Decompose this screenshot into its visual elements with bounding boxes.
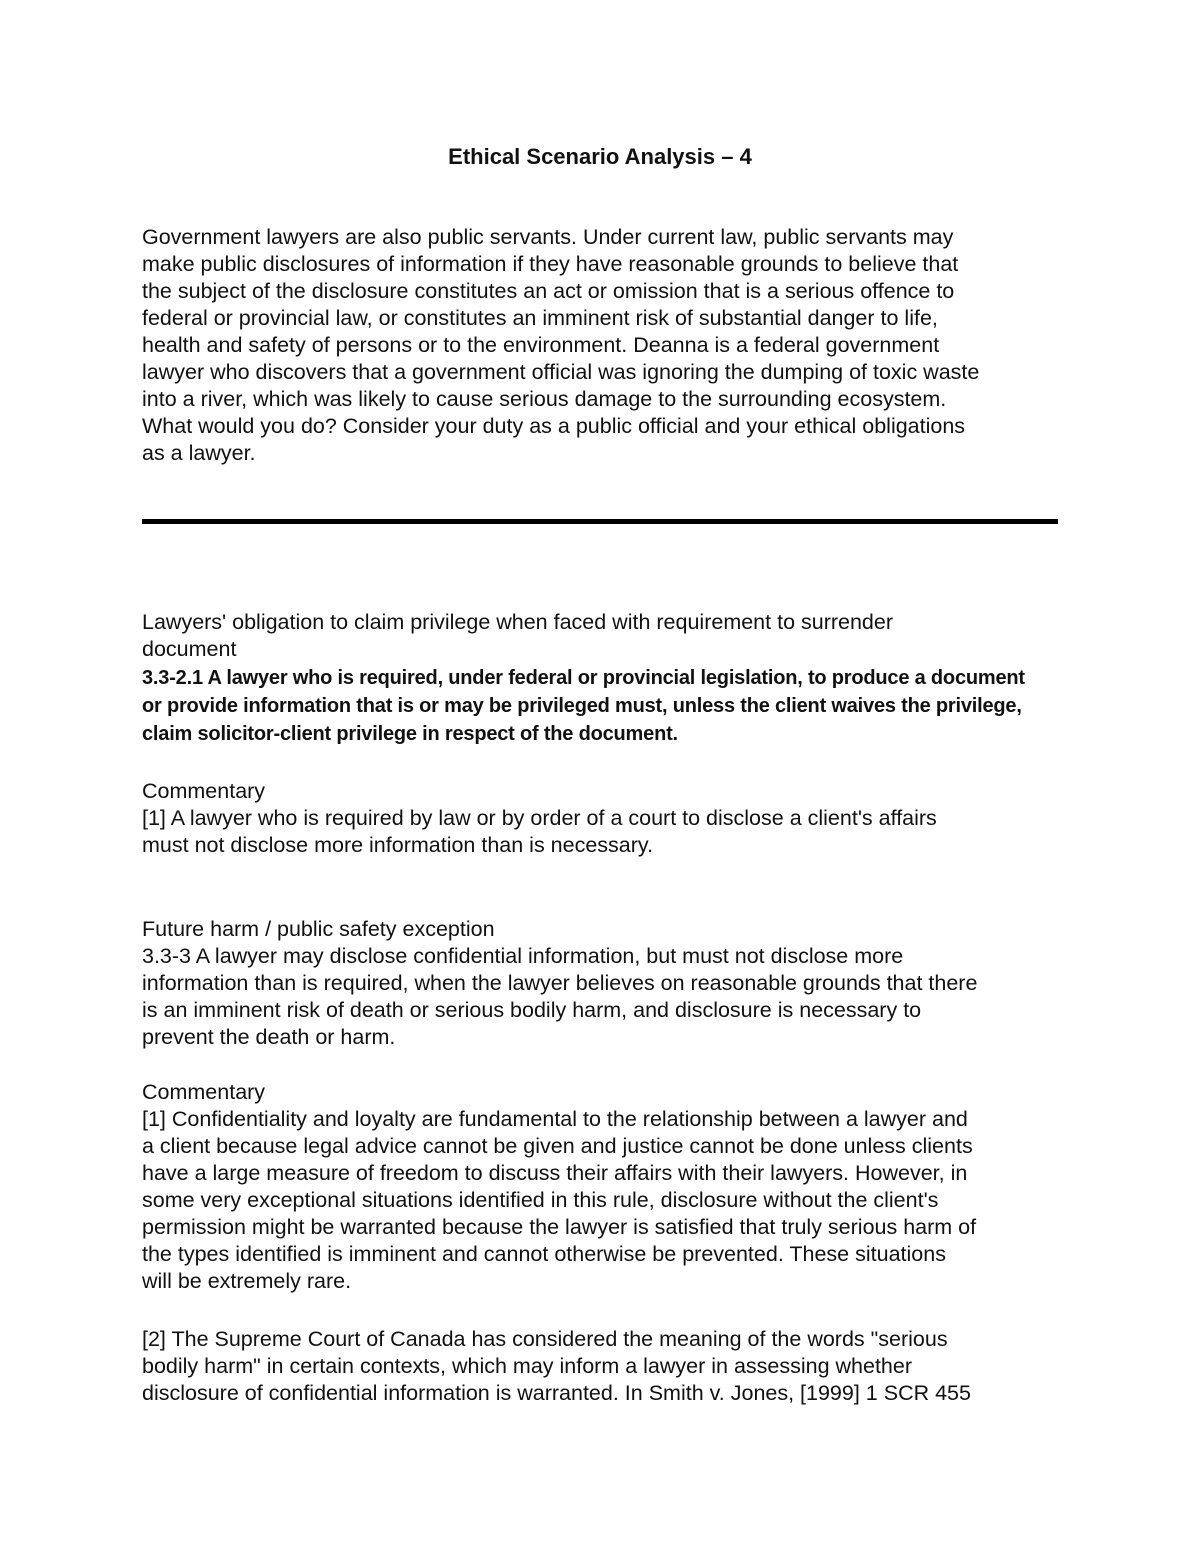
- commentary-line: bodily harm" in certain contexts, which may inform a lawyer in assessing whether: [142, 1354, 913, 1378]
- paragraph-line: the subject of the disclosure constitutes an act or omission that is a serious offence to: [142, 279, 955, 303]
- commentary-line: have a large measure of freedom to discuss their affairs with their lawyers. However, in: [142, 1161, 968, 1185]
- commentary-paragraph-2: [142, 1326, 1062, 1407]
- commentary-line: disclosure of confidential information is warranted. In Smith v. Jones, [1999] 1 SCR 455: [142, 1381, 971, 1405]
- document-title: Ethical Scenario Analysis – 4: [448, 144, 752, 169]
- rule-line: claim solicitor-client privilege in respect of the document.: [142, 723, 678, 745]
- rule-line: or provide information that is or may be privileged must, unless the client waives the privilege,: [142, 695, 1022, 717]
- commentary-heading: Commentary: [142, 779, 266, 803]
- horizontal-divider: [142, 519, 1058, 524]
- section-heading-line: Lawyers' obligation to claim privilege when faced with requirement to surrender: [142, 610, 894, 634]
- paragraph-line: federal or provincial law, or constitutes an imminent risk of substantial danger to life,: [142, 306, 938, 330]
- paragraph-line: lawyer who discovers that a government official was ignoring the dumping of toxic waste: [142, 360, 980, 384]
- commentary-section-1: [142, 778, 1062, 859]
- commentary-line: [2] The Supreme Court of Canada has considered the meaning of the words "serious: [142, 1327, 948, 1351]
- section-heading-line: document: [142, 637, 237, 661]
- commentary-line: will be extremely rare.: [142, 1269, 352, 1293]
- commentary-line: [1] Confidentiality and loyalty are fundamental to the relationship between a lawyer and: [142, 1107, 968, 1131]
- section-future-harm: [142, 916, 1062, 1051]
- section-privilege-heading: [142, 609, 1062, 663]
- commentary-line: some very exceptional situations identified in this rule, disclosure without the client's: [142, 1188, 939, 1212]
- paragraph-line: make public disclosures of information if they have reasonable grounds to believe that: [142, 252, 959, 276]
- paragraph-line: What would you do? Consider your duty as a public official and your ethical obligations: [142, 414, 966, 438]
- commentary-line: must not disclose more information than is necessary.: [142, 833, 654, 857]
- paragraph-line: into a river, which was likely to cause serious damage to the surrounding ecosystem.: [142, 387, 947, 411]
- paragraph-line: as a lawyer.: [142, 441, 256, 465]
- rule-3-3-2-1: [142, 664, 1062, 748]
- commentary-heading: Commentary: [142, 1080, 266, 1104]
- commentary-section-2: [142, 1079, 1062, 1295]
- paragraph-line: Government lawyers are also public servants. Under current law, public servants may: [142, 225, 954, 249]
- scenario-paragraph: [142, 224, 1062, 467]
- commentary-line: a client because legal advice cannot be given and justice cannot be done unless clients: [142, 1134, 973, 1158]
- rule-line: prevent the death or harm.: [142, 1025, 396, 1049]
- commentary-line: the types identified is imminent and cannot otherwise be prevented. These situations: [142, 1242, 946, 1266]
- rule-line: 3.3-3 A lawyer may disclose confidential information, but must not disclose more: [142, 944, 904, 968]
- paragraph-line: health and safety of persons or to the environment. Deanna is a federal government: [142, 333, 940, 357]
- rule-line: is an imminent risk of death or serious bodily harm, and disclosure is necessary to: [142, 998, 922, 1022]
- section-heading-line: Future harm / public safety exception: [142, 917, 495, 941]
- commentary-line: [1] A lawyer who is required by law or by order of a court to disclose a client's affairs: [142, 806, 937, 830]
- commentary-line: permission might be warranted because the lawyer is satisfied that truly serious harm of: [142, 1215, 977, 1239]
- rule-line: 3.3-2.1 A lawyer who is required, under federal or provincial legislation, to produce a document: [142, 667, 1025, 689]
- rule-line: information than is required, when the lawyer believes on reasonable grounds that there: [142, 971, 978, 995]
